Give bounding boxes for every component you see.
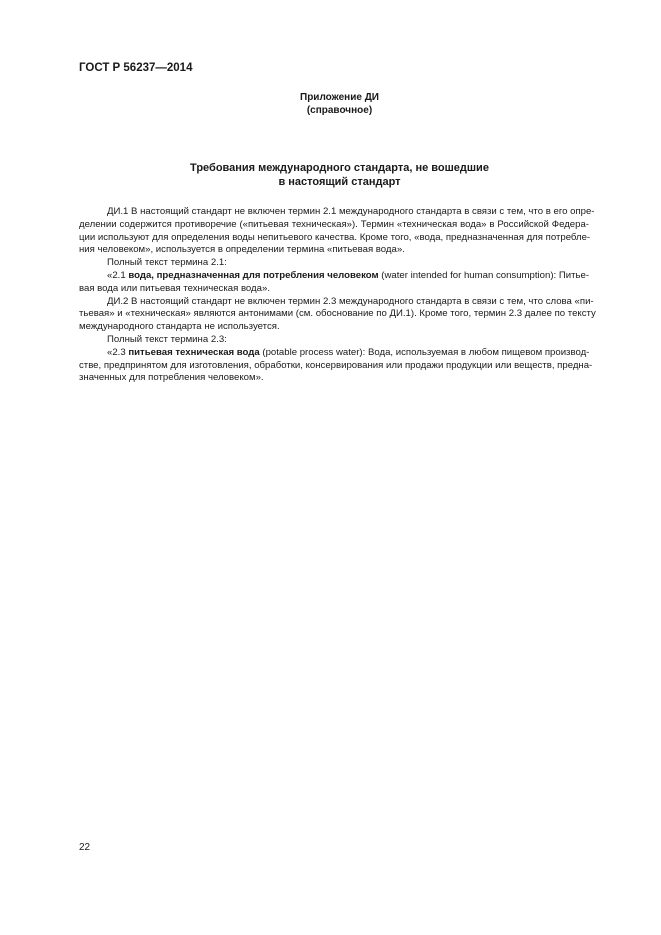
term-name: вода, предназначенная для потребления человеком [128, 269, 379, 281]
term-2-1-definition-line [79, 270, 589, 283]
term-2-3-definition-line [79, 347, 589, 360]
paragraph-di2-line: ДИ.2 В настоящий стандарт не включен термин 2.3 международного стандарта в связи с тем, что слова «пи- [107, 295, 594, 307]
paragraph-di2-line: международного стандарта не используется. [79, 321, 280, 333]
paragraph-di1-line: делении содержится противоречие («питьевая техническая»). Термин «техническая вода» в Российской Федера- [79, 218, 589, 230]
paragraph-di1-line: ции используют для определения воды непитьевого качества. Кроме того, «вода, предназначенная для потребле- [79, 231, 591, 243]
term-2-1-definition-line: вая вода или питьевая техническая вода». [79, 282, 270, 294]
term-text: (potable process water): Вода, используемая в любом пищевом производ- [259, 346, 590, 358]
section-title [0, 161, 661, 189]
term-2-3-definition-line: стве, предпринятом для изготовления, обработки, консервирования или продажи продукции или веществ, предна- [79, 359, 593, 371]
appendix-label: Приложение ДИ [300, 92, 379, 103]
paragraph-di2-line: тьевая» и «техническая» являются антонимами (см. обоснование по ДИ.1). Кроме того, термин 2.3 далее по тексту [79, 308, 596, 320]
document-header: ГОСТ Р 56237—2014 [79, 62, 193, 74]
appendix-heading [0, 91, 661, 117]
term-2-1-intro: Полный текст термина 2.1: [107, 257, 227, 269]
page-number: 22 [79, 842, 91, 853]
paragraph-di1-line: ния человеком», используется в определении термина «питьевая вода». [79, 244, 405, 256]
term-2-3-definition-line: значенных для потребления человеком». [79, 372, 264, 384]
section-title-line-1: Требования международного стандарта, не вошедшие [190, 162, 489, 174]
term-number: «2.1 [107, 269, 129, 281]
term-text: (water intended for human consumption): Питье- [378, 269, 590, 281]
section-title-line-2: в настоящий стандарт [278, 176, 401, 188]
term-2-3-intro: Полный текст термина 2.3: [107, 333, 227, 345]
term-number: «2.3 [107, 346, 129, 358]
paragraph-di1-line: ДИ.1 В настоящий стандарт не включен термин 2.1 международного стандарта в связи с тем, что в его опре- [107, 206, 595, 217]
document-body [79, 206, 596, 385]
term-name: питьевая техническая вода [128, 346, 260, 358]
appendix-type: (справочное) [306, 105, 373, 116]
